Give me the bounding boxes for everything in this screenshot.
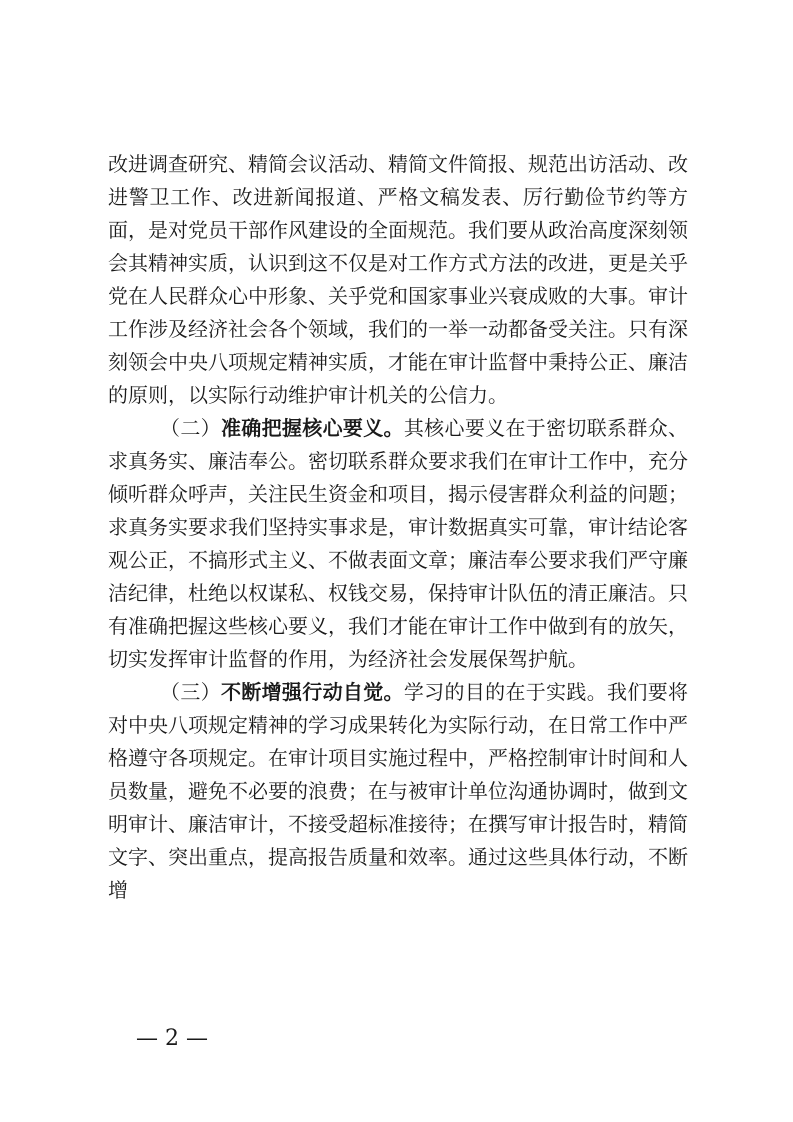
paragraph-3 bbox=[108, 676, 688, 907]
paragraph-3-heading: 不断增强行动自觉。 bbox=[220, 680, 404, 704]
page-number: — 2 — bbox=[136, 1026, 208, 1051]
paragraph-1-text: 改进调查研究、精简会议活动、精简文件简报、规范出访活动、改进警卫工作、改进新闻报道、严格文稿发表、厉行勤俭节约等方面，是对党员干部作风建设的全面规范。我们要从政治高度深刻领会其精神实质，认识到这不仅是对工作方式方法的改进，更是关乎党在人民群众心中形象、关乎党和国家事业兴衰成败的大事。审计工作涉及经济社会各个领域，我们的一举一动都备受关注。只有深刻领会中央八项规定精神实质，才能在审计监督中秉持公正、廉洁的原则，以实际行动维护审计机关的公信力。 bbox=[108, 152, 688, 407]
paragraph-2-text: 其核心要义在于密切联系群众、求真务实、廉洁奉公。密切联系群众要求我们在审计工作中，充分倾听群众呼声，关注民生资金和项目，揭示侵害群众利益的问题；求真务实要求我们坚持实事求是，审计数据真实可靠，审计结论客观公正，不搞形式主义、不做表面文章；廉洁奉公要求我们严守廉洁纪律，杜绝以权谋私、权钱交易，保持审计队伍的清正廉洁。只有准确把握这些核心要义，我们才能在审计工作中做到有的放矢，切实发挥审计监督的作用，为经济社会发展保驾护航。 bbox=[108, 416, 689, 671]
paragraph-3-text: 学习的目的在于实践。我们要将对中央八项规定精神的学习成果转化为实际行动，在日常工作中严格遵守各项规定。在审计项目实施过程中，严格控制审计时间和人员数量，避免不必要的浪费；在与被审计单位沟通协调时，做到文明审计、廉洁审计，不接受超标准接待；在撰写审计报告时，精简文字、突出重点，提高报告质量和效率。通过这些具体行动，不断增 bbox=[108, 680, 689, 902]
paragraph-1 bbox=[108, 148, 688, 412]
paragraph-3-number: （三） bbox=[160, 680, 221, 704]
paragraph-2-heading: 准确把握核心要义。 bbox=[220, 416, 404, 440]
paragraph-2 bbox=[108, 412, 688, 676]
document-body bbox=[108, 148, 688, 907]
paragraph-2-number: （二） bbox=[160, 416, 221, 440]
